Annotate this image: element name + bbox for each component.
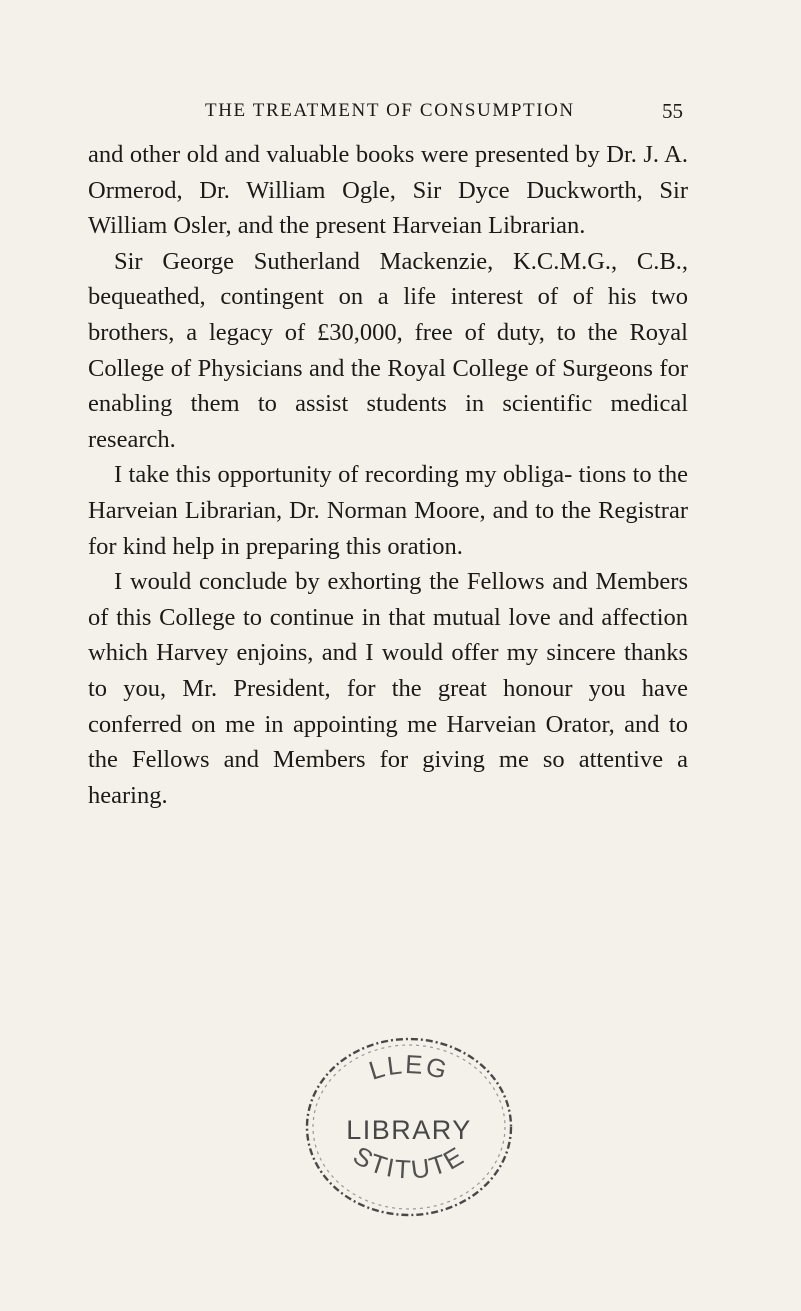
running-title: THE TREATMENT OF CONSUMPTION [205, 100, 575, 121]
paragraph-4: I would conclude by exhorting the Fellows and Members of this College to continue in that mutual love and affection which Harvey enjoins, and I would offer my sincere thanks to you, Mr. President, for the great honour you have conferred on me in appointing me Harveian Orator, and to the Fellows and Members for giving me so attentive a hearing. [88, 568, 688, 809]
stamp-bottom-text: STITUTE [348, 1139, 470, 1185]
running-head [0, 96, 801, 126]
paragraph-2: Sir George Sutherland Mackenzie, K.C.M.G., C.B., bequeathed, contingent on a life interest of of his two brothers, a legacy of £30,000, free of duty, to the Royal College of Physicians and the Royal College of Surgeons for enabling them to assist students in scientific medical research. [88, 247, 688, 453]
library-stamp [302, 1032, 516, 1222]
svg-text:LLEG [365, 1049, 452, 1086]
paragraph-3: I take this opportunity of recording my obliga- tions to the Harveian Librarian, Dr. Norman Moore, and to the Registrar for kind help in preparing this oration. [88, 461, 688, 560]
paragraph-1: and other old and valuable books were presented by Dr. J. A. Ormerod, Dr. William Ogle, Sir Dyce Duckworth, Sir William Osler, and the present Harveian Librarian. [88, 141, 688, 240]
body-text [88, 137, 688, 813]
stamp-center-text: LIBRARY [346, 1115, 472, 1145]
page-number: 55 [662, 99, 683, 123]
svg-text:STITUTE [348, 1140, 470, 1185]
stamp-top-text: LLEG [365, 1048, 453, 1086]
